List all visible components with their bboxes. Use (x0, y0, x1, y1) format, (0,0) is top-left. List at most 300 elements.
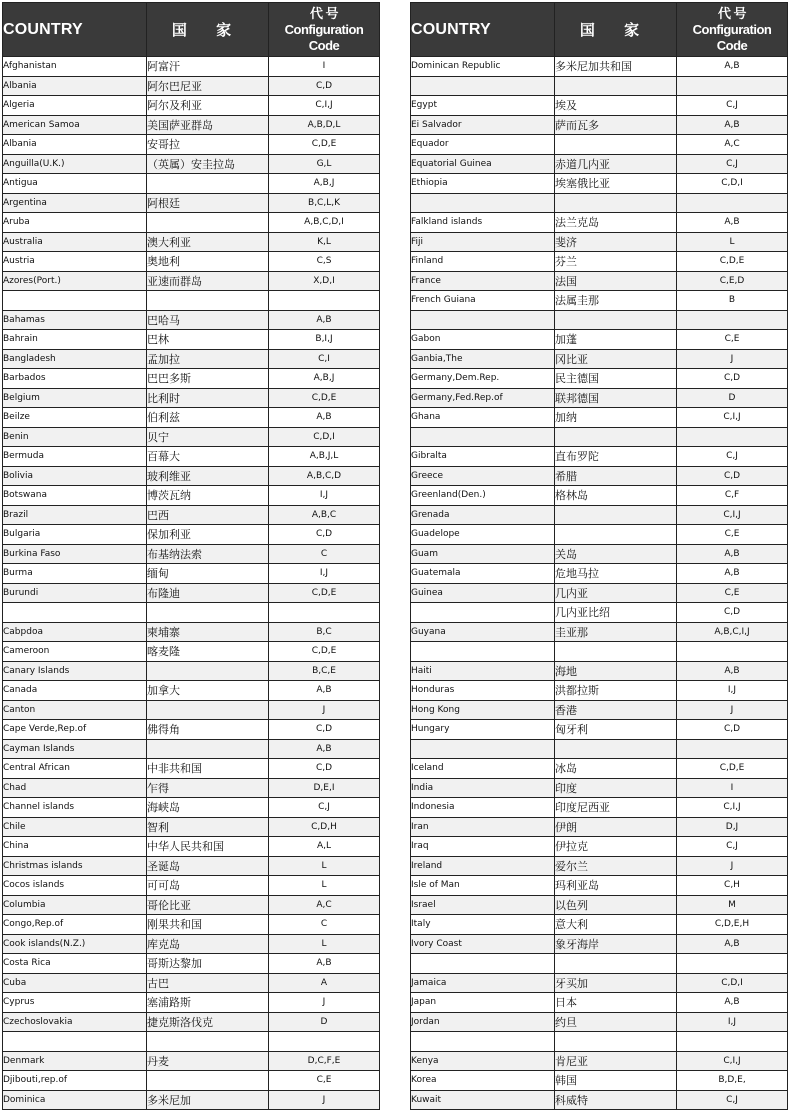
country-name-cn: 古巴 (147, 973, 269, 993)
table-row (3, 1071, 380, 1091)
configuration-code: C,D,I (269, 427, 380, 447)
country-code-table-left (2, 2, 380, 1110)
country-name-en: Indonesia (411, 798, 555, 818)
table-row (3, 349, 380, 369)
configuration-code: C,I,J (269, 96, 380, 116)
table-row (411, 817, 788, 837)
table-row (411, 154, 788, 174)
country-name-en: Kenya (411, 1051, 555, 1071)
configuration-code: C,J (677, 154, 788, 174)
country-name-en: Hungary (411, 720, 555, 740)
country-name-en: Cabpdoa (3, 622, 147, 642)
country-name-en: Bulgaria (3, 525, 147, 545)
configuration-code: A,B (677, 993, 788, 1013)
country-name-cn: 百幕大 (147, 447, 269, 467)
table-row (411, 505, 788, 525)
country-name-en (411, 427, 555, 447)
country-name-cn: 斐济 (555, 232, 677, 252)
configuration-code: A,B,C,I,J (677, 622, 788, 642)
country-name-en: Beilze (3, 408, 147, 428)
configuration-code: A (269, 973, 380, 993)
configuration-code: A,B (677, 57, 788, 77)
header-code-en2: Code (308, 37, 340, 53)
country-name-en: Guyana (411, 622, 555, 642)
configuration-code: J (269, 700, 380, 720)
country-name-en (411, 954, 555, 974)
configuration-code: C,D (269, 76, 380, 96)
country-name-cn: 阿富汗 (147, 57, 269, 77)
table-row (411, 115, 788, 135)
configuration-code: C,D,E (269, 388, 380, 408)
country-name-cn: 加拿大 (147, 681, 269, 701)
configuration-code (269, 603, 380, 623)
configuration-code: L (269, 856, 380, 876)
configuration-code: A,B,J (269, 174, 380, 194)
country-name-en: Djibouti,rep.of (3, 1071, 147, 1091)
table-row (411, 135, 788, 155)
configuration-code: A,C (269, 895, 380, 915)
country-name-en: Bermuda (3, 447, 147, 467)
country-name-en: Australia (3, 232, 147, 252)
country-name-cn: 佛得角 (147, 720, 269, 740)
configuration-code: C (269, 915, 380, 935)
configuration-code: C,D,I (677, 973, 788, 993)
table-row (411, 544, 788, 564)
country-name-en: Iceland (411, 759, 555, 779)
country-name-cn: 哥斯达黎加 (147, 954, 269, 974)
table-row (411, 57, 788, 77)
country-name-en: Canary Islands (3, 661, 147, 681)
table-row (3, 388, 380, 408)
country-name-en: France (411, 271, 555, 291)
country-name-cn (147, 213, 269, 233)
table-row (3, 271, 380, 291)
country-name-en: China (3, 837, 147, 857)
configuration-code: A,C (677, 135, 788, 155)
country-name-cn: 印度尼西亚 (555, 798, 677, 818)
country-name-en: Ghana (411, 408, 555, 428)
country-name-en (411, 1032, 555, 1052)
country-name-cn: （英属）安圭拉岛 (147, 154, 269, 174)
country-name-cn: 约旦 (555, 1012, 677, 1032)
configuration-code: X,D,I (269, 271, 380, 291)
configuration-code: C,D (269, 759, 380, 779)
country-name-en: Austria (3, 252, 147, 272)
country-name-en: Finland (411, 252, 555, 272)
country-name-cn: 乍得 (147, 778, 269, 798)
configuration-code: D,J (677, 817, 788, 837)
country-name-en: Cook islands(N.Z.) (3, 934, 147, 954)
country-name-cn: 印度 (555, 778, 677, 798)
table-row (3, 837, 380, 857)
table-row (3, 642, 380, 662)
country-name-cn (555, 427, 677, 447)
configuration-code (677, 739, 788, 759)
country-name-cn: 伯利兹 (147, 408, 269, 428)
configuration-code: C,E (677, 525, 788, 545)
country-name-en: Central African (3, 759, 147, 779)
country-name-en: Japan (411, 993, 555, 1013)
country-name-en (411, 642, 555, 662)
country-name-cn: 芬兰 (555, 252, 677, 272)
configuration-code: D (269, 1012, 380, 1032)
country-name-en: Cape Verde,Rep.of (3, 720, 147, 740)
configuration-code: C,I,J (677, 798, 788, 818)
country-name-cn: 中华人民共和国 (147, 837, 269, 857)
table-row (411, 720, 788, 740)
table-row (3, 661, 380, 681)
table-row (3, 778, 380, 798)
configuration-code (677, 954, 788, 974)
table-row (3, 798, 380, 818)
country-name-cn: 玻利维亚 (147, 466, 269, 486)
configuration-code: B,C,E (269, 661, 380, 681)
country-name-en: Canada (3, 681, 147, 701)
configuration-code: C,I (269, 349, 380, 369)
table-row (411, 856, 788, 876)
country-name-cn: 危地马拉 (555, 564, 677, 584)
country-name-en: Anguilla(U.K.) (3, 154, 147, 174)
country-name-en: Afghanistan (3, 57, 147, 77)
country-name-en (411, 603, 555, 623)
table-row (3, 291, 380, 311)
country-name-cn: 巴西 (147, 505, 269, 525)
country-name-cn: 奥地利 (147, 252, 269, 272)
configuration-code: A,B,D,L (269, 115, 380, 135)
table-body-right (411, 57, 788, 1110)
country-name-cn (555, 135, 677, 155)
country-name-en: Channel islands (3, 798, 147, 818)
configuration-code: A,B,J,L (269, 447, 380, 467)
table-row (3, 408, 380, 428)
table-row (411, 408, 788, 428)
country-code-table-right (410, 2, 788, 1110)
configuration-code: A,B (269, 739, 380, 759)
configuration-code: J (677, 856, 788, 876)
country-name-en: Greenland(Den.) (411, 486, 555, 506)
country-name-cn: 库克岛 (147, 934, 269, 954)
country-name-en: Antigua (3, 174, 147, 194)
country-name-cn (555, 1032, 677, 1052)
country-name-cn (147, 700, 269, 720)
header-country: COUNTRY (3, 3, 147, 57)
configuration-code: C,D,E (269, 583, 380, 603)
country-name-cn: 柬埔寨 (147, 622, 269, 642)
configuration-code: A,B (677, 115, 788, 135)
country-name-en: Argentina (3, 193, 147, 213)
country-name-cn (555, 76, 677, 96)
table-row (411, 1012, 788, 1032)
table-row (411, 759, 788, 779)
country-name-en: Korea (411, 1071, 555, 1091)
country-name-cn (555, 525, 677, 545)
table-row (3, 505, 380, 525)
country-name-cn: 法属圭那 (555, 291, 677, 311)
table-row (3, 544, 380, 564)
configuration-code: C,D,E (269, 135, 380, 155)
country-name-cn (147, 661, 269, 681)
table-row (3, 895, 380, 915)
country-name-en: Congo,Rep.of (3, 915, 147, 935)
configuration-code: L (677, 232, 788, 252)
country-name-cn: 塞浦路斯 (147, 993, 269, 1013)
country-name-cn: 爱尔兰 (555, 856, 677, 876)
country-name-cn: 中非共和国 (147, 759, 269, 779)
configuration-code: C,S (269, 252, 380, 272)
country-name-cn (555, 310, 677, 330)
country-name-cn: 关岛 (555, 544, 677, 564)
country-name-en: Germany,Dem.Rep. (411, 369, 555, 389)
country-name-cn (555, 505, 677, 525)
country-name-cn: 海地 (555, 661, 677, 681)
country-name-en: Guam (411, 544, 555, 564)
configuration-code: A,B,C,D,I (269, 213, 380, 233)
country-name-en (411, 193, 555, 213)
country-name-cn: 阿尔及利亚 (147, 96, 269, 116)
configuration-code: A,B (269, 408, 380, 428)
country-name-cn: 赤道几内亚 (555, 154, 677, 174)
country-name-cn: 博茨瓦纳 (147, 486, 269, 506)
table-row (411, 252, 788, 272)
country-name-cn: 捷克斯洛伐克 (147, 1012, 269, 1032)
configuration-code: L (269, 934, 380, 954)
configuration-code: C,I,J (677, 1051, 788, 1071)
table-row (411, 466, 788, 486)
country-name-cn: 阿尔巴尼亚 (147, 76, 269, 96)
country-name-en: Bahrain (3, 330, 147, 350)
configuration-code: A,L (269, 837, 380, 857)
configuration-code: I,J (677, 1012, 788, 1032)
country-name-cn: 韩国 (555, 1071, 677, 1091)
country-name-en (3, 291, 147, 311)
configuration-code: B,I,J (269, 330, 380, 350)
country-name-en: Chile (3, 817, 147, 837)
country-name-en: Ivory Coast (411, 934, 555, 954)
country-name-en: Haiti (411, 661, 555, 681)
country-name-cn: 科威特 (555, 1090, 677, 1110)
country-name-cn: 法兰克岛 (555, 213, 677, 233)
country-name-cn (147, 1071, 269, 1091)
country-name-en: Falkland islands (411, 213, 555, 233)
configuration-code: J (677, 349, 788, 369)
table-row (3, 583, 380, 603)
country-name-en: Cyprus (3, 993, 147, 1013)
country-name-en: Italy (411, 915, 555, 935)
table-row (411, 993, 788, 1013)
country-name-cn: 几内亚 (555, 583, 677, 603)
configuration-code: A,B (677, 564, 788, 584)
configuration-code: C,H (677, 876, 788, 896)
table-row (411, 778, 788, 798)
configuration-code (677, 642, 788, 662)
configuration-code: C,J (677, 1090, 788, 1110)
table-row (411, 739, 788, 759)
configuration-code: C,J (677, 837, 788, 857)
configuration-code: G,L (269, 154, 380, 174)
table-row (3, 154, 380, 174)
table-row (3, 934, 380, 954)
country-name-cn: 以色列 (555, 895, 677, 915)
country-name-en: Bolivia (3, 466, 147, 486)
country-name-en: Columbia (3, 895, 147, 915)
country-name-cn: 圣诞岛 (147, 856, 269, 876)
country-name-cn (147, 291, 269, 311)
header-code-cn: 代 号 (309, 5, 339, 21)
table-row (3, 564, 380, 584)
table-row (411, 895, 788, 915)
table-row (3, 466, 380, 486)
table-row (3, 252, 380, 272)
country-name-en: Equador (411, 135, 555, 155)
table-row (411, 271, 788, 291)
country-name-cn (147, 1032, 269, 1052)
table-row (3, 759, 380, 779)
country-name-cn: 智利 (147, 817, 269, 837)
table-row (411, 427, 788, 447)
country-name-en: Albania (3, 76, 147, 96)
country-name-en: Ei Salvador (411, 115, 555, 135)
country-name-en: Benin (3, 427, 147, 447)
configuration-code: C,D (677, 369, 788, 389)
country-name-en: Burma (3, 564, 147, 584)
table-row (411, 213, 788, 233)
table-row (411, 447, 788, 467)
configuration-code: B,C,L,K (269, 193, 380, 213)
country-name-cn: 贝宁 (147, 427, 269, 447)
country-name-cn: 伊拉克 (555, 837, 677, 857)
country-name-cn: 巴哈马 (147, 310, 269, 330)
country-name-en: Brazil (3, 505, 147, 525)
country-name-cn: 多米尼加共和国 (555, 57, 677, 77)
configuration-code: A,B (269, 681, 380, 701)
country-name-cn: 缅甸 (147, 564, 269, 584)
configuration-code: C,F (677, 486, 788, 506)
configuration-code (677, 310, 788, 330)
table-row (411, 1090, 788, 1110)
table-row (3, 1012, 380, 1032)
table-row (411, 76, 788, 96)
table-row (411, 622, 788, 642)
country-name-en: Christmas islands (3, 856, 147, 876)
country-name-en: Costa Rica (3, 954, 147, 974)
configuration-code (677, 1032, 788, 1052)
country-name-cn: 阿根廷 (147, 193, 269, 213)
country-name-en (3, 603, 147, 623)
country-name-cn: 比利时 (147, 388, 269, 408)
country-name-en: Bangladesh (3, 349, 147, 369)
country-name-en: Iran (411, 817, 555, 837)
country-name-cn: 可可岛 (147, 876, 269, 896)
table-row (411, 700, 788, 720)
configuration-code: J (269, 1090, 380, 1110)
header-code-en1: Configuration (284, 21, 364, 37)
configuration-code (269, 1032, 380, 1052)
configuration-code: B,D,E, (677, 1071, 788, 1091)
table-row (3, 720, 380, 740)
country-name-cn: 牙买加 (555, 973, 677, 993)
country-name-en: Dominica (3, 1090, 147, 1110)
table-row (3, 310, 380, 330)
table-row (411, 798, 788, 818)
table-row (3, 447, 380, 467)
country-name-en: Kuwait (411, 1090, 555, 1110)
table-row (411, 330, 788, 350)
table-row (3, 135, 380, 155)
configuration-code (269, 291, 380, 311)
country-name-en: Cameroon (3, 642, 147, 662)
configuration-code: C,E (677, 583, 788, 603)
configuration-code: C,I,J (677, 408, 788, 428)
country-name-cn: 玛利亚岛 (555, 876, 677, 896)
table-row (411, 564, 788, 584)
country-name-cn: 冰岛 (555, 759, 677, 779)
configuration-code: C,D,E (269, 642, 380, 662)
country-name-cn: 孟加拉 (147, 349, 269, 369)
country-name-cn: 香港 (555, 700, 677, 720)
country-name-cn: 亚速而群岛 (147, 271, 269, 291)
country-name-cn (555, 193, 677, 213)
country-name-en: Algeria (3, 96, 147, 116)
configuration-code: C,I,J (677, 505, 788, 525)
country-name-en: Ethiopia (411, 174, 555, 194)
table-row (3, 76, 380, 96)
table-row (411, 681, 788, 701)
country-name-cn: 洪都拉斯 (555, 681, 677, 701)
country-name-cn: 日本 (555, 993, 677, 1013)
configuration-code: D (677, 388, 788, 408)
table-row (3, 876, 380, 896)
country-name-en: Burundi (3, 583, 147, 603)
country-name-en: American Samoa (3, 115, 147, 135)
configuration-code: C,D (269, 525, 380, 545)
configuration-code: D,E,I (269, 778, 380, 798)
table-row (411, 661, 788, 681)
table-body-left (3, 57, 380, 1110)
header-row (3, 3, 380, 57)
country-name-cn: 保加利亚 (147, 525, 269, 545)
table-row (3, 486, 380, 506)
configuration-code: C,D (677, 720, 788, 740)
country-name-en: Denmark (3, 1051, 147, 1071)
country-name-cn: 多米尼加 (147, 1090, 269, 1110)
table-row (3, 603, 380, 623)
country-name-en: Guinea (411, 583, 555, 603)
country-name-en: Iraq (411, 837, 555, 857)
country-name-en: India (411, 778, 555, 798)
country-name-en: Canton (3, 700, 147, 720)
country-name-en: Ireland (411, 856, 555, 876)
table-row (3, 1032, 380, 1052)
country-name-en: Cocos islands (3, 876, 147, 896)
country-name-cn: 直布罗陀 (555, 447, 677, 467)
country-name-cn: 布基纳法索 (147, 544, 269, 564)
configuration-code: C,D (269, 720, 380, 740)
configuration-code: A,B (677, 213, 788, 233)
table-row (3, 700, 380, 720)
table-row (411, 1032, 788, 1052)
configuration-code: M (677, 895, 788, 915)
table-row (3, 193, 380, 213)
country-name-en: Fiji (411, 232, 555, 252)
configuration-code: A,B (677, 934, 788, 954)
country-name-en (411, 739, 555, 759)
table-row (3, 739, 380, 759)
header-code-en2: Code (716, 37, 748, 53)
configuration-code: A,B (269, 310, 380, 330)
configuration-code: K,L (269, 232, 380, 252)
country-name-cn: 几内亚比绍 (555, 603, 677, 623)
country-name-en: Gabon (411, 330, 555, 350)
